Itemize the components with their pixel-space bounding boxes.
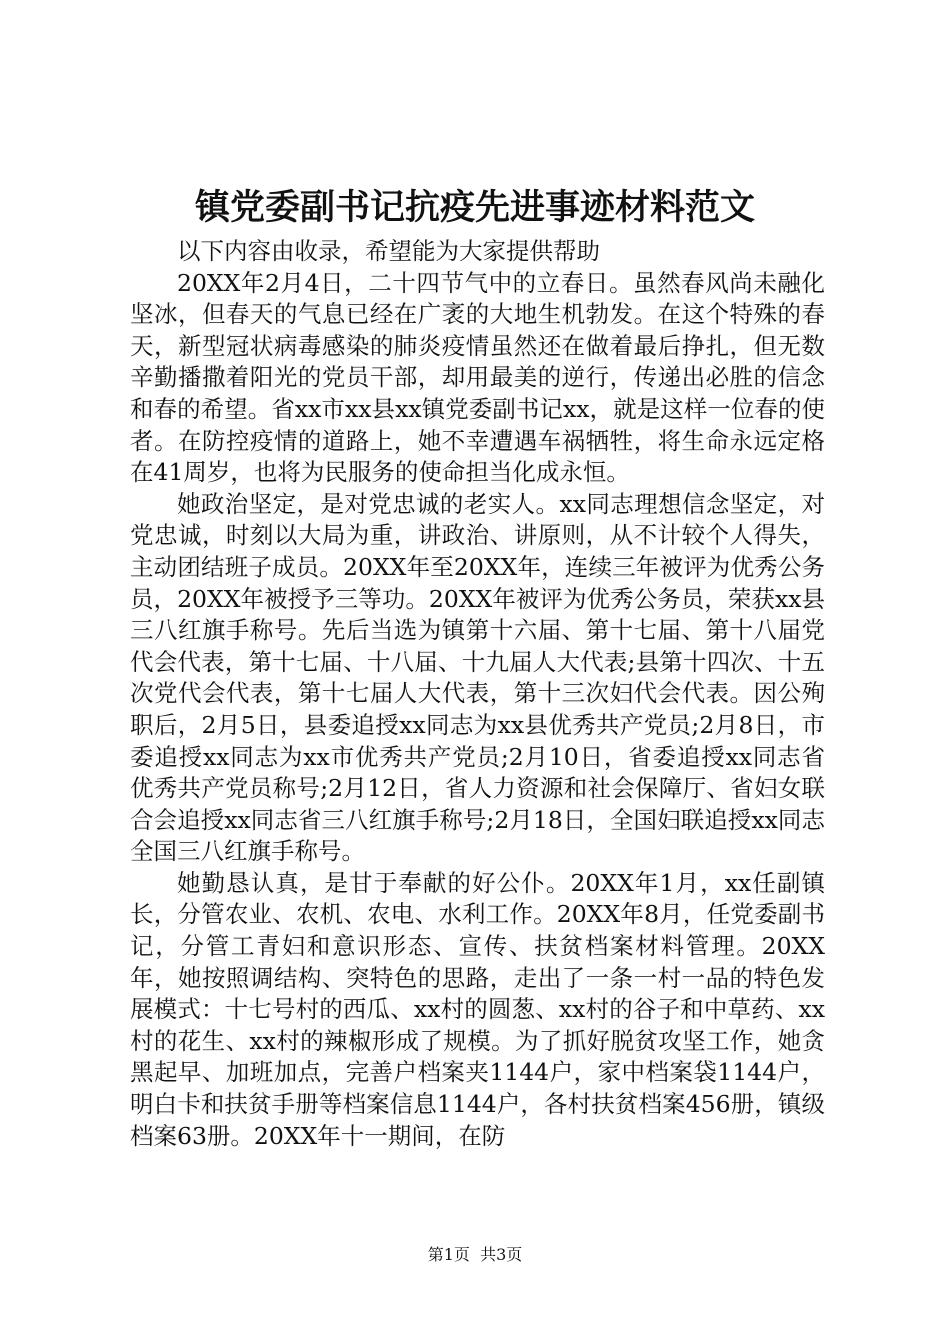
page-number: 第1页 (427, 1245, 470, 1264)
page-footer (0, 1244, 950, 1266)
paragraph-political: 她政治坚定，是对党忠诚的老实人。xx同志理想信念坚定，对党忠诚，时刻以大局为重，讲政治、讲原则，从不计较个人得失，主动团结班子成员。20XX年至20XX年，连续三年被评为优秀公务员，20XX年被授予三等功。20XX年被评为优秀公务员，荣获xx县三八红旗手称号。先后当选为镇第十六届、第十七届、第十八届党代会代表，第十七届、十八届、十九届人大代表;县第十四次、十五次党代会代表，第十七届人大代表，第十三次妇代会代表。因公殉职后，2月5日，县委追授xx同志为xx县优秀共产党员;2月8日，市委追授xx同志为xx市优秀共产党员;2月10日，省委追授xx同志省优秀共产党员称号;2月12日，省人力资源和社会保障厅、省妇女联合会追授xx同志省三八红旗手称号;2月18日，全国妇联追授xx同志全国三八红旗手称号。 (130, 489, 825, 866)
document-body (130, 236, 825, 1152)
page-total: 共3页 (480, 1245, 523, 1264)
document-title: 镇党委副书记抗疫先进事迹材料范文 (194, 187, 755, 228)
paragraph-dedication: 她勤恳认真，是甘于奉献的好公仆。20XX年1月，xx任副镇长，分管农业、农机、农电、水利工作。20XX年8月，任党委副书记，分管工青妇和意识形态、宣传、扶贫档案材料管理。20XX年，她按照调结构、突特色的思路，走出了一条一村一品的特色发展模式：十七号村的西瓜、xx村的圆葱、xx村的谷子和中草药、xx村的花生、xx村的辣椒形成了规模。为了抓好脱贫攻坚工作，她贪黑起早、加班加点，完善户档案夹1144户，家中档案袋1144户，明白卡和扶贫手册等档案信息1144户，各村扶贫档案456册，镇级档案63册。20XX年十一期间，在防 (130, 868, 825, 1150)
paragraph-background: 20XX年2月4日，二十四节气中的立春日。虽然春风尚未融化坚冰，但春天的气息已经在广袤的大地生机勃发。在这个特殊的春天，新型冠状病毒感染的肺炎疫情虽然还在做着最后挣扎，但无数辛勤播撒着阳光的党员干部，却用最美的逆行，传递出必胜的信念和春的希望。省xx市xx县xx镇党委副书记xx，就是这样一位春的使者。在防控疫情的道路上，她不幸遭遇车祸牺牲，将生命永远定格在41周岁，也将为民服务的使命担当化成永恒。 (130, 268, 825, 487)
intro-paragraph: 以下内容由收录，希望能为大家提供帮助 (177, 237, 600, 265)
